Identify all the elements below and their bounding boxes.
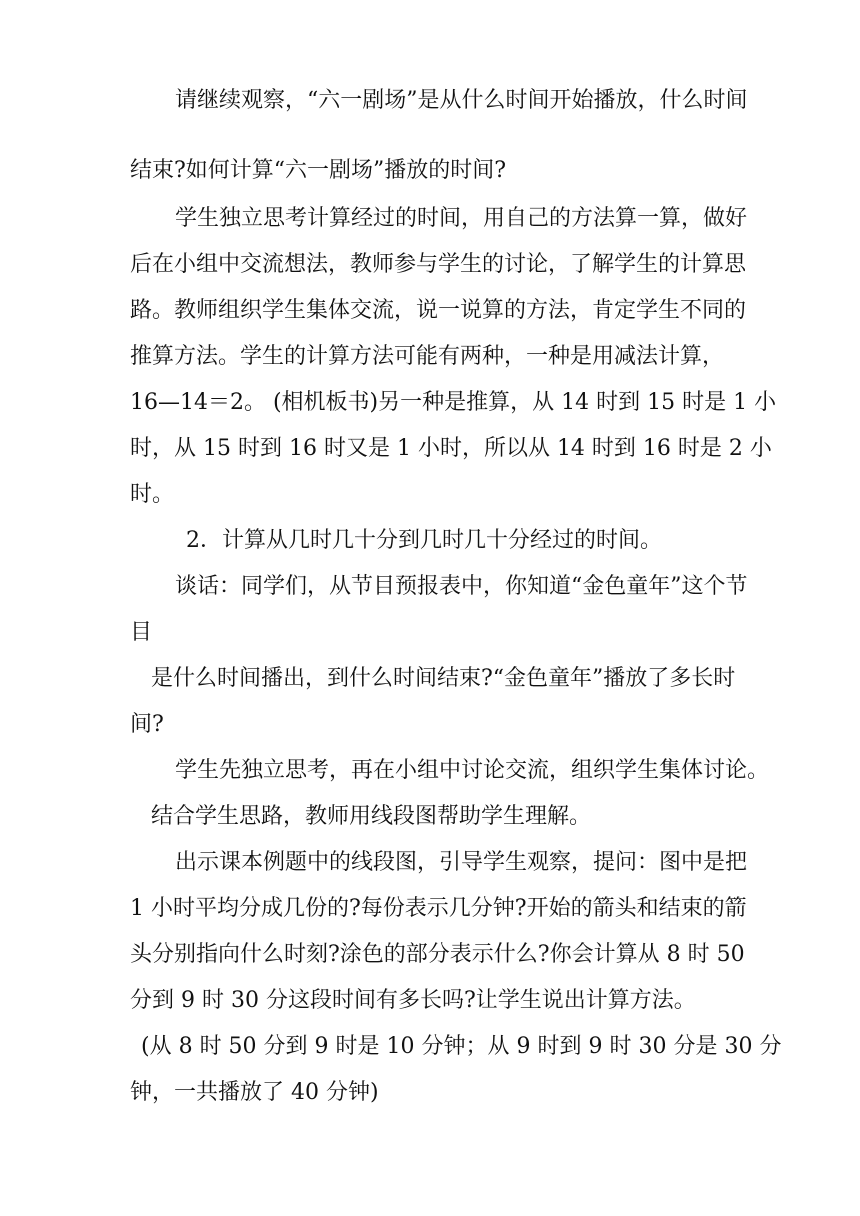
text-line-16: 结合学生思路，教师用线段图帮助学生理解。	[151, 804, 592, 829]
text-line-13: 是什么时间播出，到什么时间结束?“金色童年”播放了多长时	[151, 666, 736, 691]
text-line-2: 结束?如何计算“六一剧场”播放的时间?	[130, 158, 507, 183]
text-line-20: 分到 9 时 30 分这段时间有多长吗?让学生说出计算方法。	[130, 988, 696, 1013]
text-line-5: 路。教师组织学生集体交流，说一说算的方法，肯定学生不同的	[130, 298, 747, 323]
text-line-6: 推算方法。学生的计算方法可能有两种，一种是用减法计算，	[130, 344, 725, 369]
text-line-4: 后在小组中交流想法，教师参与学生的讨论，了解学生的计算思	[130, 252, 747, 277]
text-line-11: 谈话：同学们，从节目预报表中，你知道“金色童年”这个节	[175, 574, 748, 599]
text-line-3: 学生独立思考计算经过的时间，用自己的方法算一算，做好	[175, 206, 748, 231]
text-line-18: 1 小时平均分成几份的?每份表示几分钟?开始的箭头和结束的箭	[130, 896, 747, 921]
text-line-19: 头分别指向什么时刻?涂色的部分表示什么?你会计算从 8 时 50	[130, 942, 745, 967]
section-heading: 2．计算从几时几十分到几时几十分经过的时间。	[186, 528, 662, 553]
text-line-22: 钟，一共播放了 40 分钟)	[130, 1080, 379, 1105]
text-line-15: 学生先独立思考，再在小组中讨论交流，组织学生集体讨论。	[175, 758, 770, 783]
text-line-17: 出示课本例题中的线段图，引导学生观察，提问：图中是把	[175, 850, 748, 875]
text-line-9: 时。	[130, 482, 175, 507]
text-line-14: 间?	[130, 712, 164, 737]
text-line-21: (从 8 时 50 分到 9 时是 10 分钟；从 9 时到 9 时 30 分是 30 分	[141, 1034, 782, 1059]
text-line-1: 请继续观察，“六一剧场”是从什么时间开始播放，什么时间	[175, 88, 748, 113]
text-line-12: 目	[130, 620, 153, 645]
text-line-8: 时，从 15 时到 16 时又是 1 小时，所以从 14 时到 16 时是 2 小	[130, 436, 772, 461]
text-line-7: 16—14＝2。 (相机板书)另一种是推算，从 14 时到 15 时是 1 小	[130, 390, 777, 415]
